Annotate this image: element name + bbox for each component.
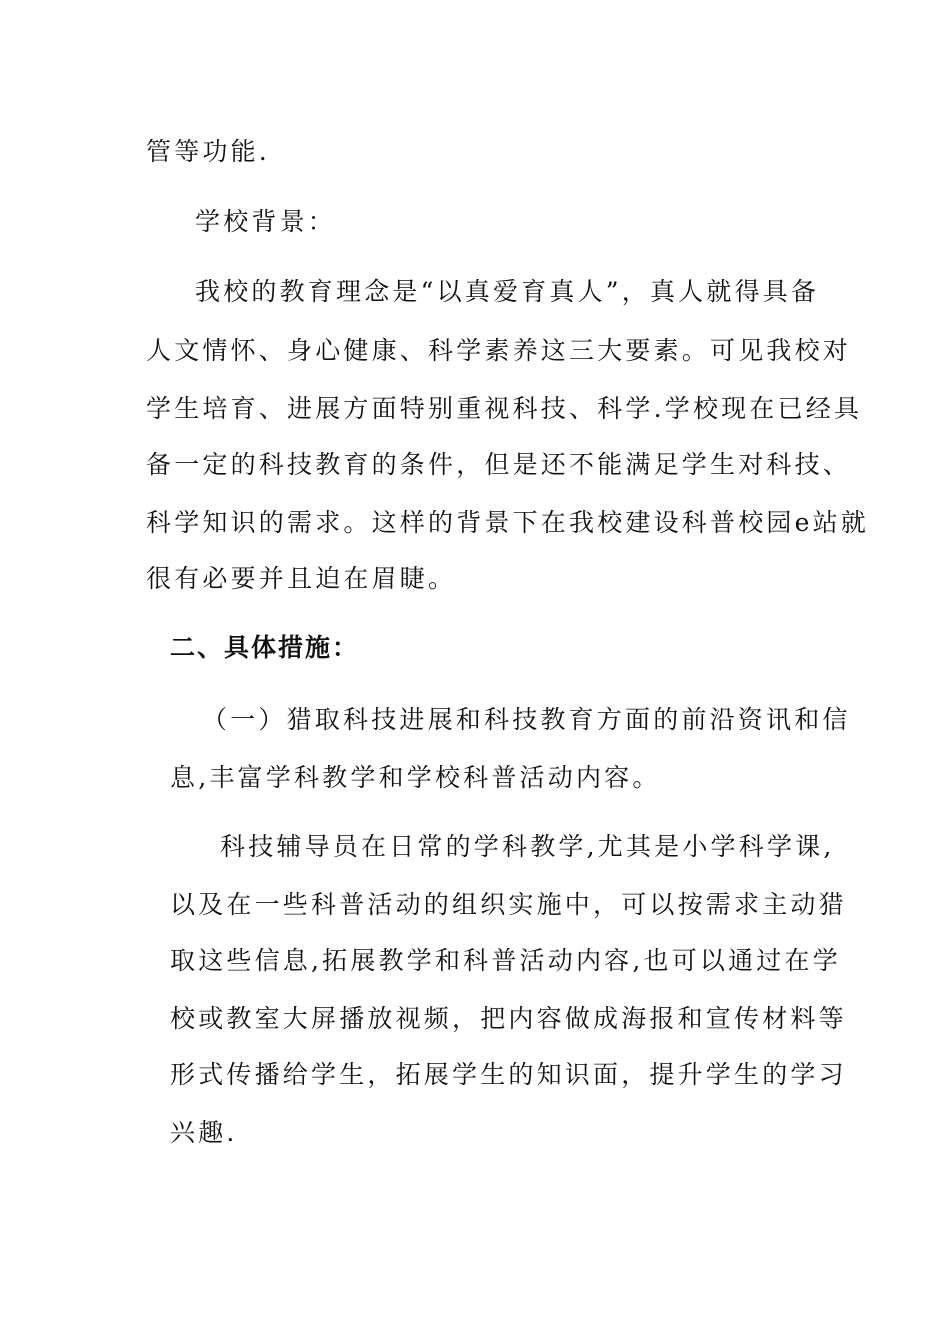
subsection-heading-line: 息,丰富学科教学和学校科普活动内容。 [170, 763, 661, 792]
paragraph-line: 取这些信息,拓展教学和科普活动内容,也可以通过在学 [170, 946, 841, 975]
paragraph-line: 科技辅导员在日常的学科教学,尤其是小学科学课, [220, 832, 835, 861]
paragraph-line: 我校的教育理念是“以真爱育真人”，真人就得具备 [195, 277, 820, 306]
paragraph-line: 校或教室大屏播放视频，把内容做成海报和宣传材料等 [170, 1004, 847, 1033]
paragraph-line: 人文情怀、身心健康、科学素养这三大要素。可见我校对 [146, 336, 852, 365]
section-heading: 二、具体措施： [170, 633, 360, 662]
paragraph-line: 科学知识的需求。这样的背景下在我校建设科普校园e站就 [146, 508, 869, 537]
paragraph-line: 很有必要并且迫在眉睫。 [146, 564, 457, 593]
paragraph-line: 备一定的科技教育的条件，但是还不能满足学生对科技、 [146, 450, 852, 479]
paragraph-line: 兴趣. [170, 1118, 238, 1147]
paragraph-line: 学生培育、进展方面特别重视科技、科学.学校现在已经具 [146, 394, 863, 423]
subsection-heading-line: （一）猎取科技进展和科技教育方面的前沿资讯和信 [202, 705, 851, 734]
paragraph-line: 形式传播给学生，拓展学生的知识面，提升学生的学习 [170, 1060, 847, 1089]
paragraph-line: 以及在一些科普活动的组织实施中，可以按需求主动猎 [170, 890, 847, 919]
paragraph-line: 管等功能. [146, 137, 270, 166]
section-subtitle: 学校背景： [195, 207, 337, 236]
